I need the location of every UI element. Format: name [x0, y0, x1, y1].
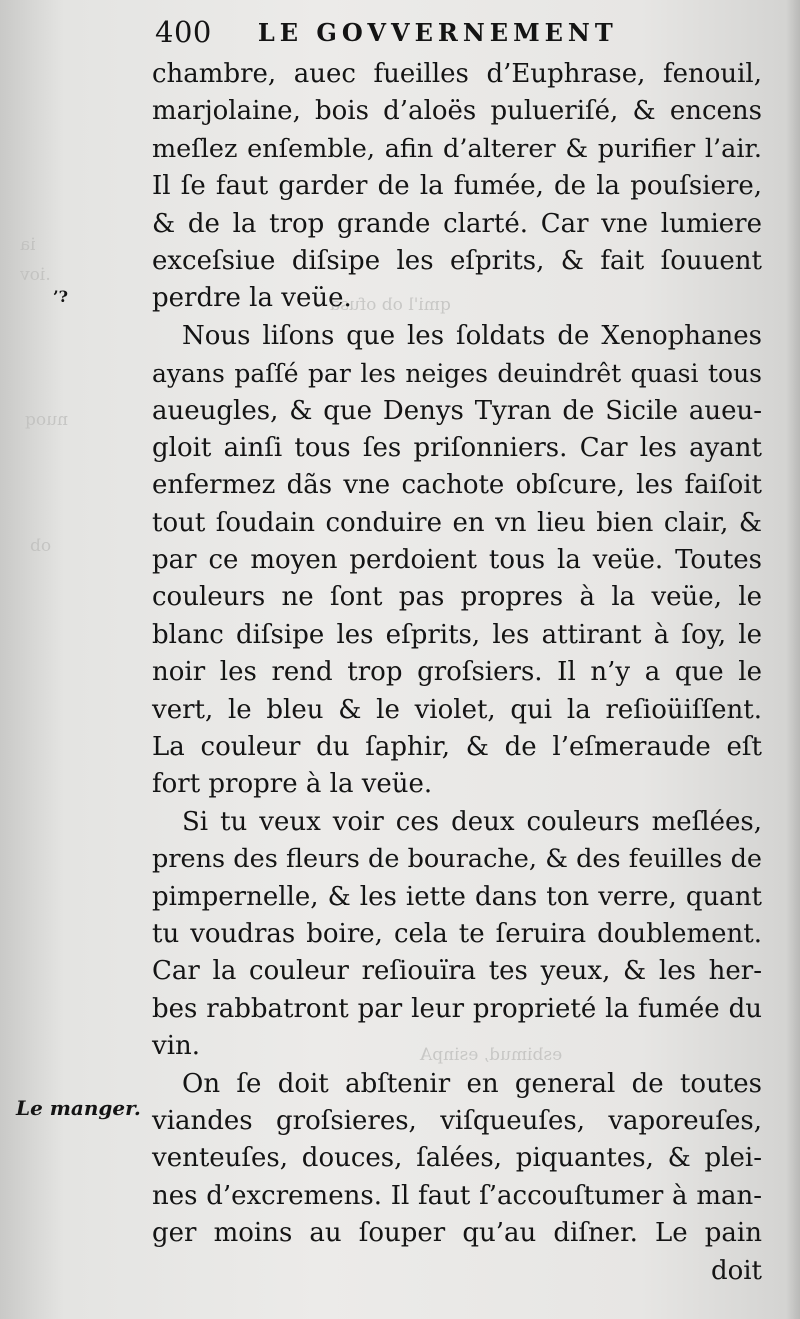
text-line: Nous liſons que les ſoldats de Xenophanes: [182, 320, 762, 351]
text-line: aueugles, & que Denys Tyran de Sicile aueu-: [152, 395, 762, 426]
text-line: pimpernelle, & les iette dans ton verre, quant: [152, 881, 762, 912]
text-line: couleurs ne ſont pas propres à la veüe, le: [152, 582, 762, 613]
bleed-through-text: esbimud, esinpA: [420, 1045, 563, 1065]
text-line: par ce moyen perdoient tous la veüe. Toutes: [152, 545, 762, 576]
text-line: On ſe doit abſtenir en general de toutes: [182, 1068, 762, 1099]
text-line: Il ſe faut garder de la fumée, de la pouſsiere,: [152, 171, 762, 202]
running-title: LE GOVVERNEMENT: [257, 17, 618, 47]
running-head: [155, 14, 775, 50]
text-line: fort propre à la veüe.: [152, 769, 433, 800]
text-line: gloit ainſi tous ſes priſonniers. Car les ayant: [152, 432, 762, 463]
text-line: viandes groſsieres, viſqueuſes, vaporeuſes,: [152, 1105, 762, 1136]
text-line: perdre la veüe.: [152, 283, 352, 314]
text-line: bes rabbatront par leur proprieté la fumée du: [152, 993, 762, 1024]
text-line: ayans paſſé par les neiges deuindrêt quasi tous: [152, 359, 762, 389]
text-line: noir les rend trop groſsiers. Il n’y a que le: [152, 657, 762, 688]
page-number: 400: [155, 15, 212, 49]
text-line: La couleur du ſaphir, & de l’eſmeraude eſt: [152, 732, 762, 763]
margin-mark: ’?: [53, 287, 68, 306]
text-line: tu voudras boire, cela te ſeruira doublement.: [152, 918, 762, 949]
body-text: [152, 56, 762, 1290]
bleed-through-text: .iov: [20, 265, 51, 285]
text-line: nes d’excremens. Il faut ſ’accouſtumer à man-: [152, 1180, 762, 1211]
text-line: vin.: [152, 1031, 201, 1062]
text-line: vert, le bleu & le violet, qui la reſioüiſſent.: [152, 694, 762, 725]
page-edge-shadow: [786, 0, 800, 1319]
text-line: blanc diſsipe les eſprits, les attirant à ſoy, le: [152, 619, 762, 650]
catchword: doit: [710, 1255, 762, 1286]
text-line: chambre, auec fueilles d’Euphrase, fenouil,: [152, 59, 762, 89]
text-line: Car la couleur reſiouïra tes yeux, & les her-: [152, 956, 762, 987]
text-line: tout ſoudain conduire en vn lieu bien clair, &: [152, 507, 762, 538]
bleed-through-text: ob: [30, 536, 52, 556]
bleed-through-text: ia: [20, 235, 36, 255]
text-line: ger moins au ſouper qu’au diſner. Le pain: [152, 1218, 762, 1249]
text-line: exceſsiue diſsipe les eſprits, & fait ſouuent: [152, 245, 762, 276]
text-line: & de la trop grande clarté. Car vne lumiere: [152, 208, 762, 239]
bleed-through-text: qmi'l ob ofusa: [330, 295, 451, 315]
text-line: marjolaine, bois d’aloës pulueriſé, & encens: [152, 96, 762, 127]
text-line: meſlez enſemble, afin d’alterer & purifier l’air.: [152, 133, 762, 164]
text-line: prens des fleurs de bourache, & des feuilles de: [152, 844, 762, 875]
text-line: Si tu veux voir ces deux couleurs meſlées,: [182, 806, 762, 837]
margin-note: Le manger.: [16, 1096, 141, 1120]
text-line: enfermez dãs vne cachote obſcure, les faiſoit: [152, 470, 762, 501]
text-line: venteuſes, douces, ſalées, piquantes, & plei-: [152, 1143, 762, 1174]
bleed-through-text: nuoq: [25, 410, 69, 430]
